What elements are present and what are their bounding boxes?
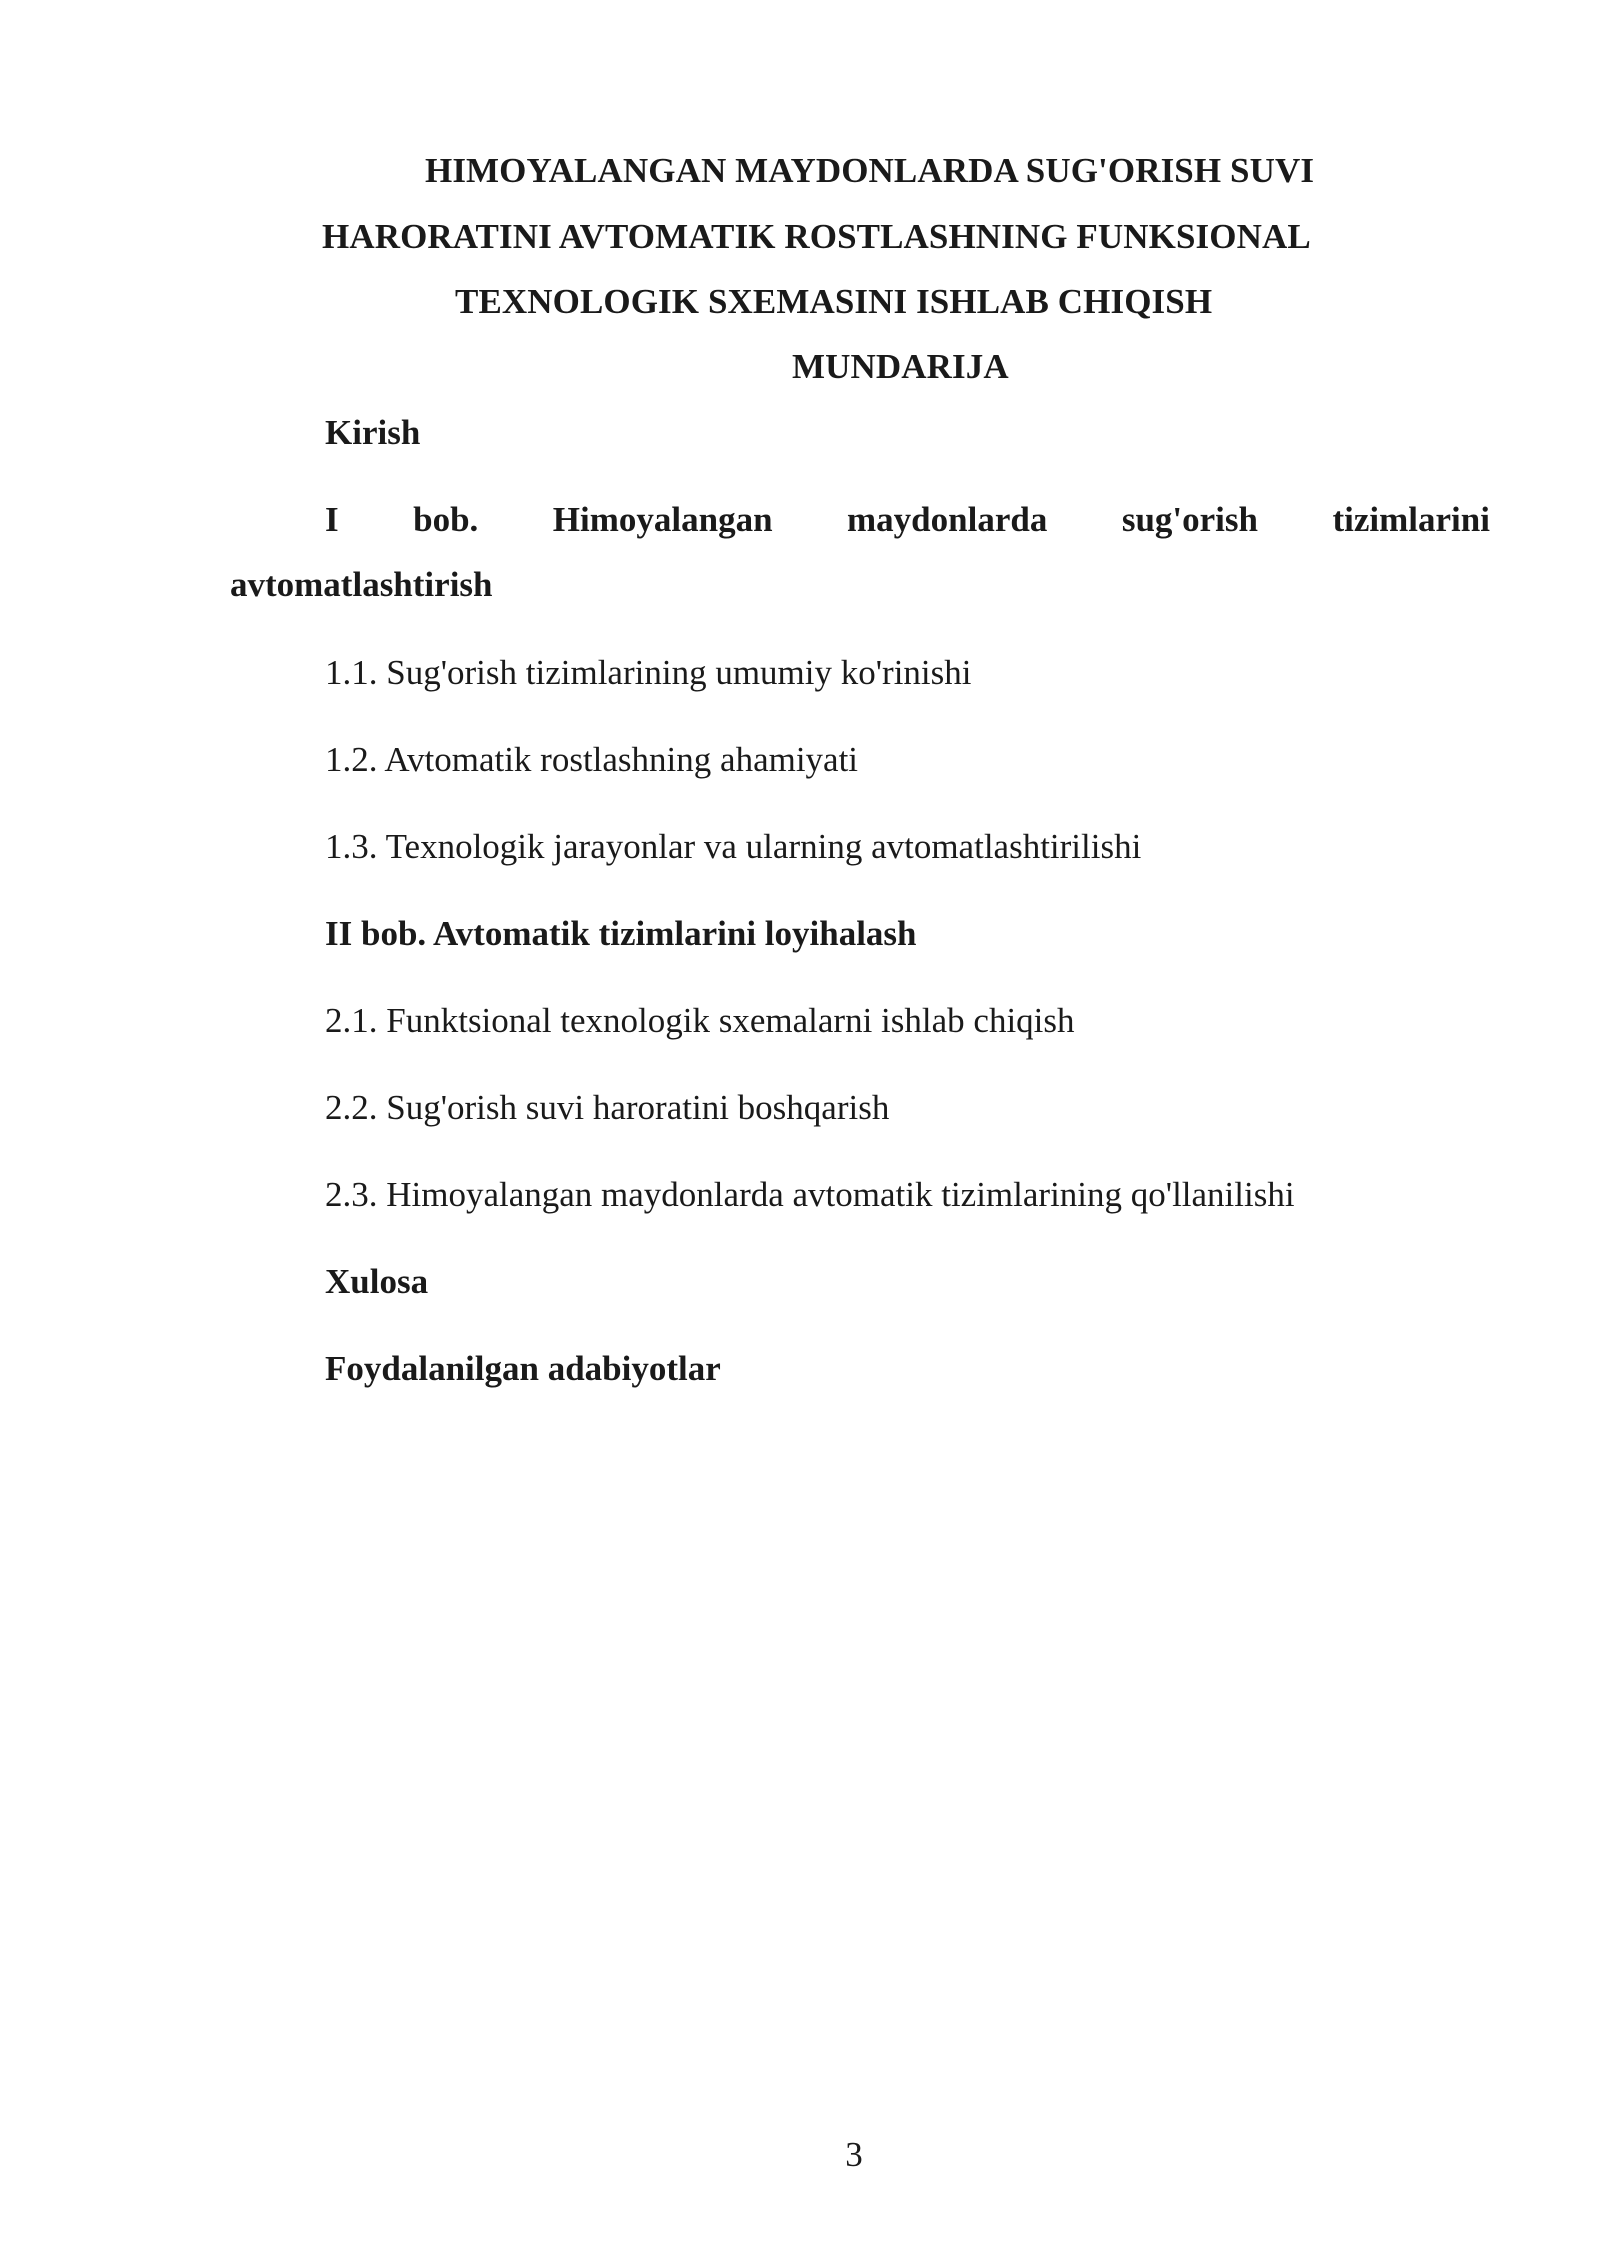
document-title-line-1: HIMOYALANGAN MAYDONLARDA SUG'ORISH SUVI — [425, 151, 1315, 190]
page-number: 3 — [845, 2135, 863, 2174]
chapter-1-word: Himoyalangan — [552, 500, 773, 539]
chapter-1-word: maydonlarda — [847, 500, 1048, 539]
toc-chapter-1-title-continuation: avtomatlashtirish — [230, 565, 493, 604]
toc-references: Foydalanilgan adabiyotlar — [325, 1349, 721, 1388]
toc-section-1-1: 1.1. Sug'orish tizimlarining umumiy ko'rinishi — [325, 653, 972, 692]
toc-section-2-1: 2.1. Funktsional texnologik sxemalarni ishlab chiqish — [325, 1001, 1075, 1040]
chapter-1-word: sug'orish — [1121, 500, 1258, 539]
toc-section-2-2: 2.2. Sug'orish suvi haroratini boshqarish — [325, 1088, 890, 1127]
toc-heading: MUNDARIJA — [792, 347, 1009, 386]
toc-section-1-3: 1.3. Texnologik jarayonlar va ularning avtomatlashtirilishi — [325, 827, 1142, 866]
chapter-1-word: I — [325, 500, 339, 539]
toc-section-2-3: 2.3. Himoyalangan maydonlarda avtomatik tizimlarining qo'llanilishi — [325, 1175, 1295, 1214]
toc-section-1-2: 1.2. Avtomatik rostlashning ahamiyati — [325, 740, 859, 779]
chapter-1-word: tizimlarini — [1332, 500, 1490, 539]
toc-introduction: Kirish — [325, 413, 421, 452]
toc-chapter-2-title: II bob. Avtomatik tizimlarini loyihalash — [325, 914, 917, 953]
chapter-1-word: bob. — [413, 500, 479, 539]
document-title-line-2: HARORATINI AVTOMATIK ROSTLASHNING FUNKSIONAL — [322, 217, 1311, 256]
toc-chapter-1-title — [325, 500, 1490, 540]
toc-conclusion: Xulosa — [325, 1262, 429, 1301]
document-title-line-3: TEXNOLOGIK SXEMASINI ISHLAB CHIQISH — [455, 282, 1213, 321]
